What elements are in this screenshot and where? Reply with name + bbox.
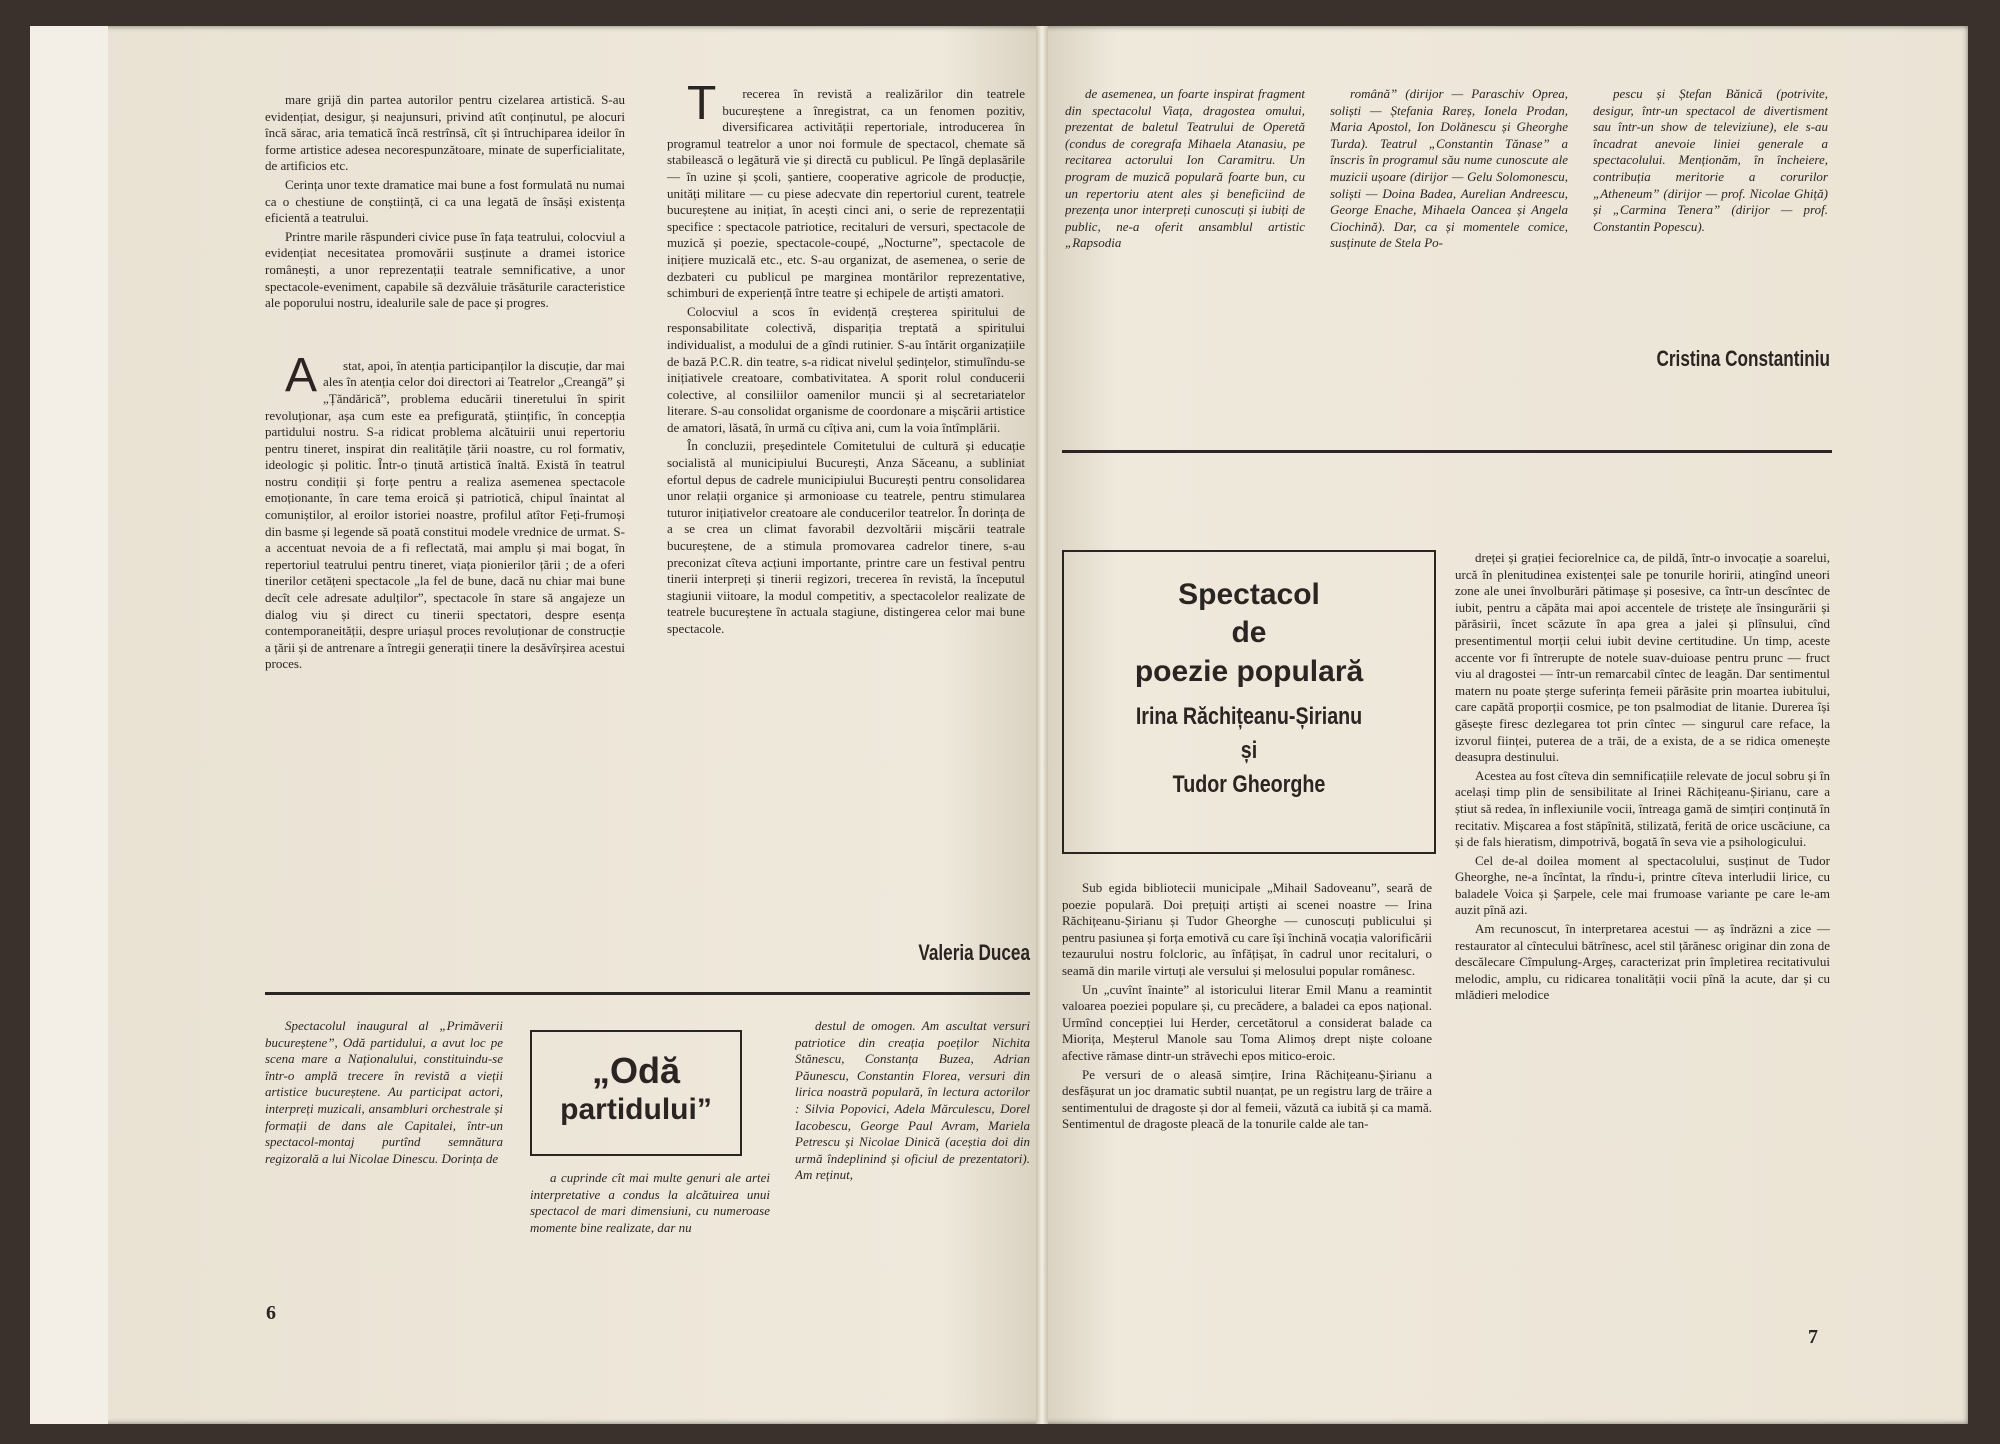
oda-partidului-title-box: [530, 1030, 742, 1156]
article3-column-1: [1062, 880, 1432, 1280]
paragraph: Un „cuvînt înainte” al istoricului literar Emil Manu a reamintit valoarea poeziei populare și, cu precădere, a baladei ca epos național. Urmînd concepției lui Herder, cercetătorul a considerat balade ca Miorița, Meșterul Manole sau Toma Alimoș drept niște coloane afective rămase dintr-un străvechi epos mitico-eroic.: [1062, 981, 1432, 1063]
authors-line: și: [1240, 737, 1258, 764]
article2-column-3: [795, 1018, 1030, 1280]
paragraph-drop-cap: Astat, apoi, în atenția participanților la discuție, dar mai ales în atenția celor doi directori ai Teatrelor „Creangă” și „Țăndărică”, problema educării tineretului în spirit revoluționar, așa cum este ea prefigurată, științific, în concepția partidului nostru. S-a ridicat problema alcătuirii unui repertoriu pentru tineret, inspirat din realitățile țării noastre, cu rol formativ, ideologic și politic. Într-o ținută artistică înaltă. Există în teatrul nostru condiții și forțe pentru a realiza asemenea spectacole emoționante, în care tema eroică și patriotică, chipul înaintat al comuniștilor, al eroilor istoriei noastre, profilul atîtor Feți-frumoși din basme și legende să poată constitui modele vrednice de urmat. S-a accentuat nevoia de a fi reflectată, mai amplu și mai bogat, în repertoriul teatrului pentru tineret, viața pionierilor țării ; de a oferi tinerilor cetățeni spectacole „la fel de bune, dacă nu chiar mai bune decît cele adresate adulților”, spectacole în stare să angajeze un dialog viu și direct cu tinerii spectatori, despre esența contemporaneității, despre uriașul proces revoluționar de construcție a țării și de antrenare a întregii generații tinere la desăvîrșirea acestui proces.: [265, 348, 625, 672]
article3-column-2: [1455, 550, 1830, 1290]
article2-column-1: [265, 1018, 503, 1280]
paragraph: Pe versuri de o aleasă simțire, Irina Răchițeanu-Șirianu a desfășurat un joc dramatic subtil nuanțat, pe un registru larg de trăire a sentimentului de dragoste și dor al femeii, văzută ca iubită și ca mamă. Sentimentul de dragoste pleacă de la tonurile calde ale tan-: [1062, 1066, 1432, 1132]
continuation-column-1: [1065, 86, 1305, 368]
article1-column-2: [667, 86, 1025, 942]
horizontal-rule: [265, 992, 1030, 995]
authors-line: Irina Răchițeanu-Șirianu: [1135, 703, 1363, 730]
paragraph: dreței și grației feciorelnice ca, de pildă, într-o invocație a soarelui, urcă în plenitudinea existenței sale pe tonurile horirii, atingînd uneori zone ale unei învolburări pătimașe și posesive, ca într-un descîntec de iubit, pentru a căpăta mai apoi accentele de tristețe ale însingurării și părăsirii, încet scăzute în apa grea a jalei și plînsului, cînd presentimentul morții celui iubit devine certitudine. Un timp, aceste accente vor fi întrerupte de notele suav-duioase pentru prunc — fruct viu al dragostei — într-un remarcabil cîntec de leagăn. Dar sentimentul matern nu poate șterge suferința femeii părăsite prin moartea iubitului, care capătă proporții cosmice, pe ton psalmodiat de litanie. Durerea își găsește firesc dezlegarea tot prin cîntec — singurul care reface, la izvorul ființei, puterea de a trăi, de a exista, de a se ridica omenește deasupra destinului.: [1455, 550, 1830, 765]
signature-cristina-constantiniu: Cristina Constantiniu: [1656, 346, 1830, 371]
page-edge-strip: [30, 26, 108, 1424]
paragraph: Am recunoscut, în interpretarea acestui — aș îndrăzni a zice — restaurator al cîntecului bătrînesc, acel stil țărănesc originar din zona de descălecare Cîmpulung-Argeș, caracterizat prin împletirea recitativului melodic, amplu, cu ridicarea tonalității vocii pînă la acute, dar și cu mlădieri melodice: [1455, 921, 1830, 1003]
paragraph: Printre marile răspunderi civice puse în fața teatrului, colocviul a evidențiat necesitatea promovării susținute a dramei istorice românești, a unor reprezentații teatrale semnificative, a unor spectacole-eveniment, capabile să dezvăluie trăsăturile caracteristice ale poporului nostru, idealurile sale de pace și progres.: [265, 228, 625, 311]
paragraph: pescu și Ștefan Bănică (potrivite, desigur, într-un spectacol de divertisment sau într-un show de televiziune), ele s-au încadrat anevoie liniei generale a spectacolului. Menționăm, în încheiere, contribuția meritorie a corurilor „Atheneum” (dirijor — prof. Nicolae Ghiță) și „Carmina Tenera” (dirijor — prof. Constantin Popescu).: [1593, 86, 1828, 234]
authors-line: Tudor Gheorghe: [1172, 771, 1326, 798]
continuation-column-2: [1330, 86, 1568, 368]
paragraph: Spectacolul inaugural al „Primăverii bucureștene”, Odă partidului, a avut loc pe scena mare a Naționalului, constituindu-se într-o amplă trecere în revistă a vieții artistice bucureștene. Au participat actori, interpreți muzicali, ansambluri orchestrale și formații de dans ale Capitalei, într-un spectacol-montaj purtînd semnătura regizorală a lui Nicolae Dinescu. Dorința de: [265, 1018, 503, 1166]
paragraph: Colocviul a scos în evidență creșterea spiritului de responsabilitate colectivă, dispariția treptată a spiritului individualist, a modului de a gîndi rutinier. S-au întărit organizațiile de bază P.C.R. din teatre, s-a ridicat nivelul ședințelor, stimulîndu-se inițiativele creatoare, combativitatea. A sporit rolul conducerii colective, al consiliilor oamenilor muncii și al secretariatelor literare. S-au consolidat organisme de coordonare a mișcării artistice de amatori, lăsată, în urmă cu cîțiva ani, cum la voia întîmplării.: [667, 303, 1025, 435]
article2-column-2: [530, 1170, 770, 1280]
paragraph: Sub egida bibliotecii municipale „Mihail Sadoveanu”, seară de poezie populară. Doi prețuiți artiști ai scenei noastre — Irina Răchițeanu-Șirianu și Tudor Gheorghe — cunoscuți publicului și pentru pasiunea și forța emotivă cu care își închină vocația valorificării tezaurului nostru folcloric, au înfățișat, în cadrul unor recitaluri, o seamă din marile virtuți ale versului și melosului popular românesc.: [1062, 880, 1432, 978]
paragraph: În concluzii, președintele Comitetului de cultură și educație socialistă al municipiului București, Anza Săceanu, a subliniat efortul depus de cadrele municipiului București pentru consolidarea unor relații organice și armonioase cu teatrele, pentru stimularea tuturor inițiativelor creatoare ale conducerilor teatrelor. În dorința de a se crea un climat favorabil dezvoltării mișcării teatrale bucureștene, de a stimula promovarea cadrelor tinere, s-au preconizat cîteva acțiuni importante, printre care un festival pentru tinerii interpreți și tinerii regizori, trecerea în revistă, la începutul stagiunii viitoare, la modul competitiv, a spectacolelor realizate de teatrele bucureștene în actuala stagiune, distingerea celor mai bune spectacole.: [667, 438, 1025, 636]
title-line: de: [1231, 616, 1267, 649]
paragraph: mare grijă din partea autorilor pentru cizelarea artistică. S-au evidențiat, desigur, și neajunsuri, privind atît conținutul, pe alocuri încă sărac, aria tematică încă restrînsă, cît și întruchiparea ideilor în forme artistice adesea necorespunzătoare, minate de superficialitate, de artificios etc.: [265, 92, 625, 174]
title-line: partidului”: [560, 1093, 712, 1126]
paragraph: română” (dirijor — Paraschiv Oprea, soliști — Ștefania Rareș, Ionela Prodan, Maria Apostol, Ion Dolănescu și Gheorghe Turda). Teatrul „Constantin Tănase” a înscris în programul său nume cunoscute ale muzicii ușoare (dirijor — Gelu Solomonescu, soliști — Doina Badea, Aurelian Andreescu, George Enache, Mihaela Oancea și Angela Ciochină). Dar, ca și momentele comice, susținute de Stela Po-: [1330, 86, 1568, 251]
paragraph: Acestea au fost cîteva din semnificațiile relevate de jocul sobru și în același timp plin de sensibilitate al Irinei Răchițeanu-Șirianu, care a știut să redea, în inflexiunile vocii, întreaga gamă de simțiri conținută în recitativ. Mișcarea a fost stăpînită, stilizată, ferită de orice uscăciune, ca și de fals hieratism, dimpotrivă, bogată în seva vie a psihologicului.: [1455, 767, 1830, 850]
page-number-right: 7: [1808, 1326, 1818, 1348]
title-line: Spectacol: [1178, 578, 1320, 611]
paragraph-drop-cap: Trecerea în revistă a realizărilor din teatrele bucureștene a înregistrat, ca un fenomen pozitiv, diversificarea activității repertoriale, introducerea în programul teatrelor a unor noi formule de spectacol, chemate să stabilească o legătură vie și directă cu publicul. Pe lîngă deplasările — în uzine și școli, șantiere, cooperative agricole de producție, unități militare — cu piese adecvate din repertoriul curent, teatrele bucureștene au inițiat, în acești cinci ani, o serie de reprezentații specifice : spectacole patriotice, recitaluri de versuri, spectacole de muzică și poezie, spectacole-coupé, „Nocturne”, spectacole de inițiere muzicală etc., etc. S-au organizat, de asemenea, o serie de dezbateri cu publicul pe marginea montărilor reprezentative, schimburi de experiență între teatre și echipele de artiști amatori.: [667, 86, 1025, 301]
title-line: poezie populară: [1134, 655, 1364, 688]
paragraph: de asemenea, un foarte inspirat fragment din spectacolul Viața, dragostea omului, prezentat de baletul Teatrului de Operetă (condus de coregrafa Mihaela Atanasiu, pe recitarea actorului Ion Caramitru. Un program de muzică populară foarte bun, cu un repertoriu atent ales și beneficiind de prezența unor interpreți cunoscuți și iubiți de public, ne-a oferit ansamblul artistic „Rapsodia: [1065, 86, 1305, 251]
spectacol-title-box: [1062, 550, 1436, 854]
title-line: „Odă: [591, 1050, 680, 1091]
article1-column-1: [265, 92, 625, 970]
continuation-column-3: [1593, 86, 1828, 336]
paragraph: Cerința unor texte dramatice mai bune a fost formulată nu numai ca o chestiune de conștiință, ci ca una legată de însăși existența eficientă a teatrului.: [265, 176, 625, 226]
paragraph: Cel de-al doilea moment al spectacolului, susținut de Tudor Gheorghe, ne-a încîntat, la rîndu-i, printre cîteva interludii lirice, cu baladele Voica și Șarpele, cele mai frumoase variante pe care le-am auzit pînă azi.: [1455, 852, 1830, 918]
page-number-left: 6: [266, 1302, 276, 1324]
book-gutter: [1036, 26, 1048, 1424]
paragraph: destul de omogen. Am ascultat versuri patriotice din creația poeților Nichita Stănescu, Constanța Buzea, Adrian Păunescu, Constantin Florea, versuri din lirica noastră populară, în lectura actorilor : Silvia Popovici, Adela Mărculescu, Dorel Iacobescu, George Paul Avram, Mariela Petrescu și Nicolae Dinică (aceștia doi din urmă îndeplinind și oficiul de prezentatori). Am reținut,: [795, 1018, 1030, 1183]
horizontal-rule: [1062, 450, 1832, 453]
signature-valeria-ducea: Valeria Ducea: [918, 940, 1030, 965]
paragraph: a cuprinde cît mai multe genuri ale artei interpretative a condus la alcătuirea unui spectacol de mari dimensiuni, cu numeroase momente bine realizate, dar nu: [530, 1170, 770, 1235]
